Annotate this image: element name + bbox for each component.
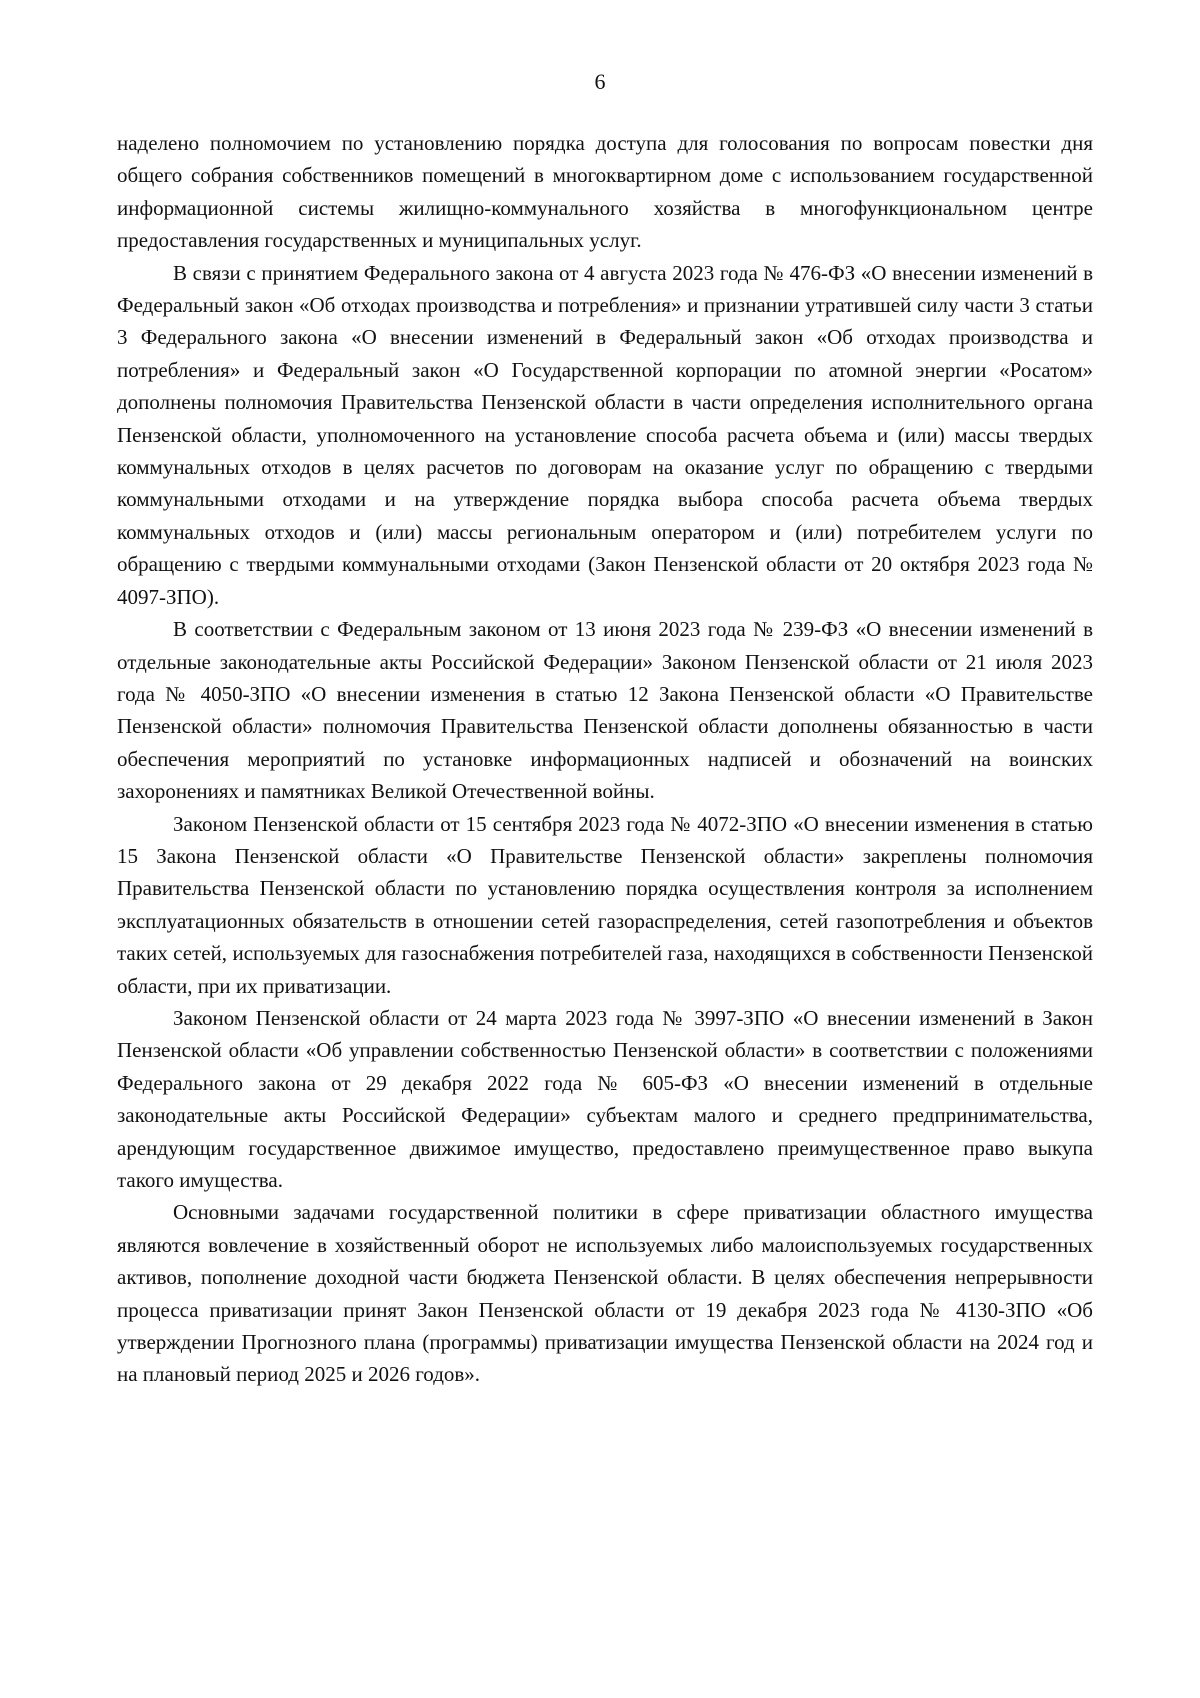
paragraph-continuation: наделено полномочием по установлению порядка доступа для голосования по вопросам повестки дня общего собрания собственников помещений в многоквартирном доме с использованием государственной информационной системы жилищно-коммунального хозяйства в многофункциональном центре предоставления государственных и муниципальных услуг. <box>117 131 1093 253</box>
document-body <box>117 127 1093 1391</box>
paragraph-property-management: Законом Пензенской области от 24 марта 2023 года № 3997-ЗПО «О внесении изменений в Закон Пензенской области «Об управлении собственностью Пензенской области» в соответствии с положениями Федерального закона от 29 декабря 2022 года № 605-ФЗ «О внесении изменений в отдельные законодательные акты Российской Федерации» субъектам малого и среднего предпринимательства, арендующим государственное движимое имущество, предоставлено преимущественное право выкупа такого имущества. <box>117 1005 1093 1192</box>
page-number: 6 <box>594 69 606 94</box>
paragraph-waste-law: В связи с принятием Федерального закона от 4 августа 2023 года № 476-ФЗ «О внесении изменений в Федеральный закон «Об отходах производства и потребления» и признании утратившей силу части 3 статьи 3 Федерального закона «О внесении изменений в Федеральный закон «Об отходах производства и потребления» и Федеральный закон «О Государственной корпорации по атомной энергии «Росатом» дополнены полномочия Правительства Пензенской области в части определения исполнительного органа Пензенской области, уполномоченного на установление способа расчета объема и (или) массы твердых коммунальных отходов в целях расчетов по договорам на оказание услуг по обращению с твердыми коммунальными отходами и на утверждение порядка выбора способа расчета объема твердых коммунальных отходов и (или) массы региональным оператором и (или) потребителем услуги по обращению с твердыми коммунальными отходами (Закон Пензенской области от 20 октября 2023 года № 4097-ЗПО). <box>117 260 1093 609</box>
paragraph-privatization: Основными задачами государственной политики в сфере приватизации областного имущества являются вовлечение в хозяйственный оборот не используемых либо малоиспользуемых государственных активов, пополнение доходной части бюджета Пензенской области. В целях обеспечения непрерывности процесса приватизации принят Закон Пензенской области от 19 декабря 2023 года № 4130-ЗПО «Об утверждении Прогнозного плана (программы) приватизации имущества Пензенской области на 2024 год и на плановый период 2025 и 2026 годов». <box>117 1200 1093 1387</box>
paragraph-war-memorials: В соответствии с Федеральным законом от 13 июня 2023 года № 239-ФЗ «О внесении изменений в отдельные законодательные акты Российской Федерации» Законом Пензенской области от 21 июля 2023 года № 4050-ЗПО «О внесении изменения в статью 12 Закона Пензенской области «О Правительстве Пензенской области» полномочия Правительства Пензенской области дополнены обязанностью в части обеспечения мероприятий по установке информационных надписей и обозначений на воинских захоронениях и памятниках Великой Отечественной войны. <box>117 617 1093 804</box>
paragraph-gas-networks: Законом Пензенской области от 15 сентября 2023 года № 4072-ЗПО «О внесении изменения в статью 15 Закона Пензенской области «О Правительстве Пензенской области» закреплены полномочия Правительства Пензенской области по установлению порядка осуществления контроля за исполнением эксплуатационных обязательств в отношении сетей газораспределения, сетей газопотребления и объектов таких сетей, используемых для газоснабжения потребителей газа, находящихся в собственности Пензенской области, при их приватизации. <box>117 811 1093 998</box>
